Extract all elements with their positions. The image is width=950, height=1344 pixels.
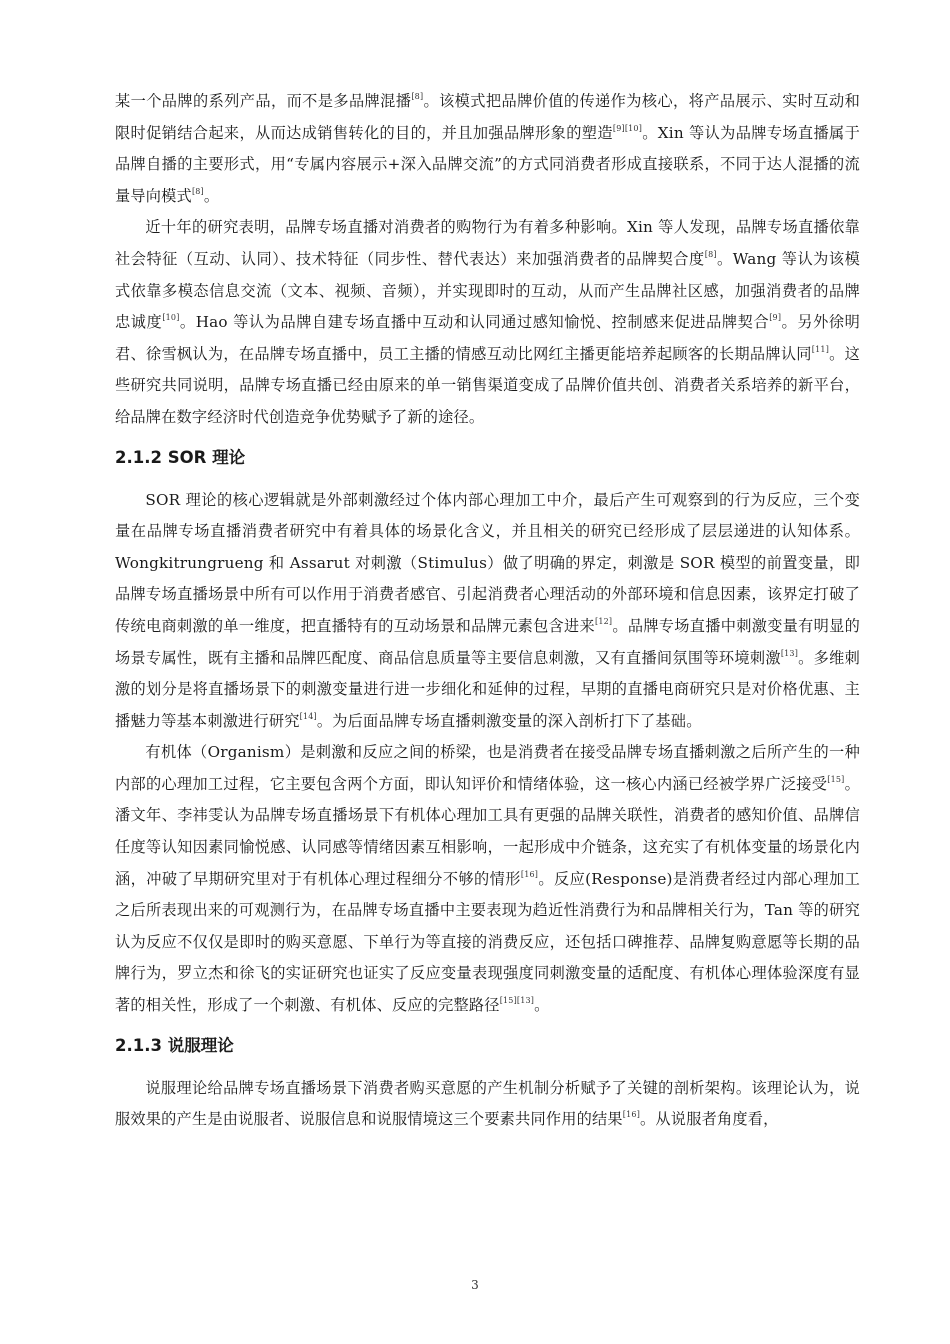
body-paragraph [115, 212, 860, 433]
page-number: 3 [471, 1278, 479, 1292]
citation-ref: [8] [704, 249, 717, 259]
section-heading: 2.1.3 说服理论 [115, 1035, 234, 1055]
text-run: 近十年的研究表明，品牌专场直播对消费者的购物行为有着多种影响。Xin 等人发现，品牌专场直播依靠社会特征（互动、认同）、技术特征（同步性、替代表达）来加强消费者的品牌契合度 [115, 218, 860, 268]
citation-ref: [15][13] [499, 996, 535, 1006]
text-run: 。这些研究共同说明，品牌专场直播已经由原来的单一销售渠道变成了品牌价值共创、消费者关系培养的新平台，给品牌在数字经济时代创造竞争优势赋予了新的途径。 [115, 344, 860, 426]
citation-ref: [11] [811, 344, 830, 354]
text-run: 有机体（Organism）是刺激和反应之间的桥梁，也是消费者在接受品牌专场直播刺激之后所产生的一种内部的心理加工过程，它主要包含两个方面，即认知评价和情绪体验，这一核心内涵已经被学界广泛接受 [115, 743, 860, 793]
body-paragraph [115, 1073, 860, 1136]
citation-ref: [9] [769, 313, 782, 323]
citation-ref: [9][10] [612, 123, 643, 133]
text-run: 。 [534, 996, 550, 1015]
text-run: 某一个品牌的系列产品，而不是多品牌混播 [115, 92, 412, 110]
text-run: 。另外徐明君、徐雪枫认为，在品牌专场直播中，员工主播的情感互动比网红主播更能培养起顾客的长期品牌认同 [115, 313, 861, 363]
section-heading: 2.1.2 SOR 理论 [115, 447, 246, 467]
text-run: 。该模式把品牌价值的传递作为核心，将产品展示、实时互动和限时促销结合起来，从而达成销售转化的目的，并且加强品牌形象的塑造 [115, 92, 860, 142]
citation-ref: [13] [780, 648, 799, 658]
body-paragraph [115, 485, 860, 738]
text-run: 。反应(Response)是消费者经过内部心理加工之后所表现出来的可观测行为，在品牌专场直播中主要表现为趋近性消费行为和品牌相关行为，Tan 等的研究认为反应不仅仅是即时的购买意愿、下单行为等直接的消费反应，还包括口碑推荐、品牌复购意愿等长期的品牌行为，罗立杰和徐飞的实证研究也证实了反应变量表现强度同刺激变量的适配度、有机体心理体验深度有显著的相关性，形成了一个刺激、有机体、反应的完整路径 [115, 869, 861, 1015]
page-content [115, 86, 860, 1136]
text-run: 。为后面品牌专场直播刺激变量的深入剖析打下了基础。 [316, 711, 702, 730]
citation-ref: [8] [191, 186, 204, 196]
body-paragraph [115, 86, 860, 212]
text-run: 。潘文年、李祎雯认为品牌专场直播场景下有机体心理加工具有更强的品牌关联性，消费者的感知价值、品牌信任度等认知因素同愉悦感、认同感等情绪因素互相影响，一起形成中介链条，这充实了有机体变量的场景化内涵，冲破了早期研究里对于有机体心理过程细分不够的情形 [115, 774, 860, 888]
text-run: 说服理论给品牌专场直播场景下消费者购买意愿的产生机制分析赋予了关键的剖析架构。该理论认为，说服效果的产生是由说服者、说服信息和说服情境这三个要素共同作用的结果 [115, 1078, 860, 1129]
text-run: 。多维刺激的划分是将直播场景下的刺激变量进行进一步细化和延伸的过程，早期的直播电商研究只是对价格优惠、主播魅力等基本刺激进行研究 [115, 648, 860, 730]
citation-ref: [16] [622, 1110, 641, 1120]
citation-ref: [12] [595, 616, 613, 626]
text-run: 。Wang 等认为该模式依靠多模态信息交流（文本、视频、音频），并实现即时的互动，从而产生品牌社区感，加强消费者的品牌忠诚度 [115, 249, 861, 332]
citation-ref: [15] [827, 774, 845, 784]
text-run: 。Hao 等认为品牌自建专场直播中互动和认同通过感知愉悦、控制感来促进品牌契合 [179, 313, 770, 332]
citation-ref: [8] [411, 92, 424, 101]
text-run: 。品牌专场直播中刺激变量有明显的场景专属性，既有主播和品牌匹配度、商品信息质量等主要信息刺激，又有直播间氛围等环境刺激 [115, 616, 860, 667]
body-paragraph [115, 737, 860, 1021]
text-run: SOR 理论的核心逻辑就是外部刺激经过个体内部心理加工中介，最后产生可观察到的行为反应，三个变量在品牌专场直播消费者研究中有着具体的场景化含义，并且相关的研究已经形成了层层递进的认知体系。Wongkitrungrueng 和 Assarut 对刺激（Stimulus）做了明确的界定，刺激是 SOR 模型的前置变量，即品牌专场直播场景中所有可以作用于消费者感官、引起消费者心理活动的外部环境和信息因素，该界定打破了传统电商刺激的单一维度，把直播特有的互动场景和品牌元素包含进来 [115, 490, 860, 635]
text-run: 。Xin 等认为品牌专场直播属于品牌自播的主要形式，用“专属内容展示+深入品牌交流”的方式同消费者形成直接联系，不同于达人混播的流量导向模式 [115, 123, 861, 205]
citation-ref: [14] [299, 711, 317, 721]
citation-ref: [10] [162, 313, 180, 323]
citation-ref: [16] [520, 869, 539, 879]
text-run: 。 [203, 186, 220, 205]
text-run: 。从说服者角度看， [640, 1110, 779, 1129]
